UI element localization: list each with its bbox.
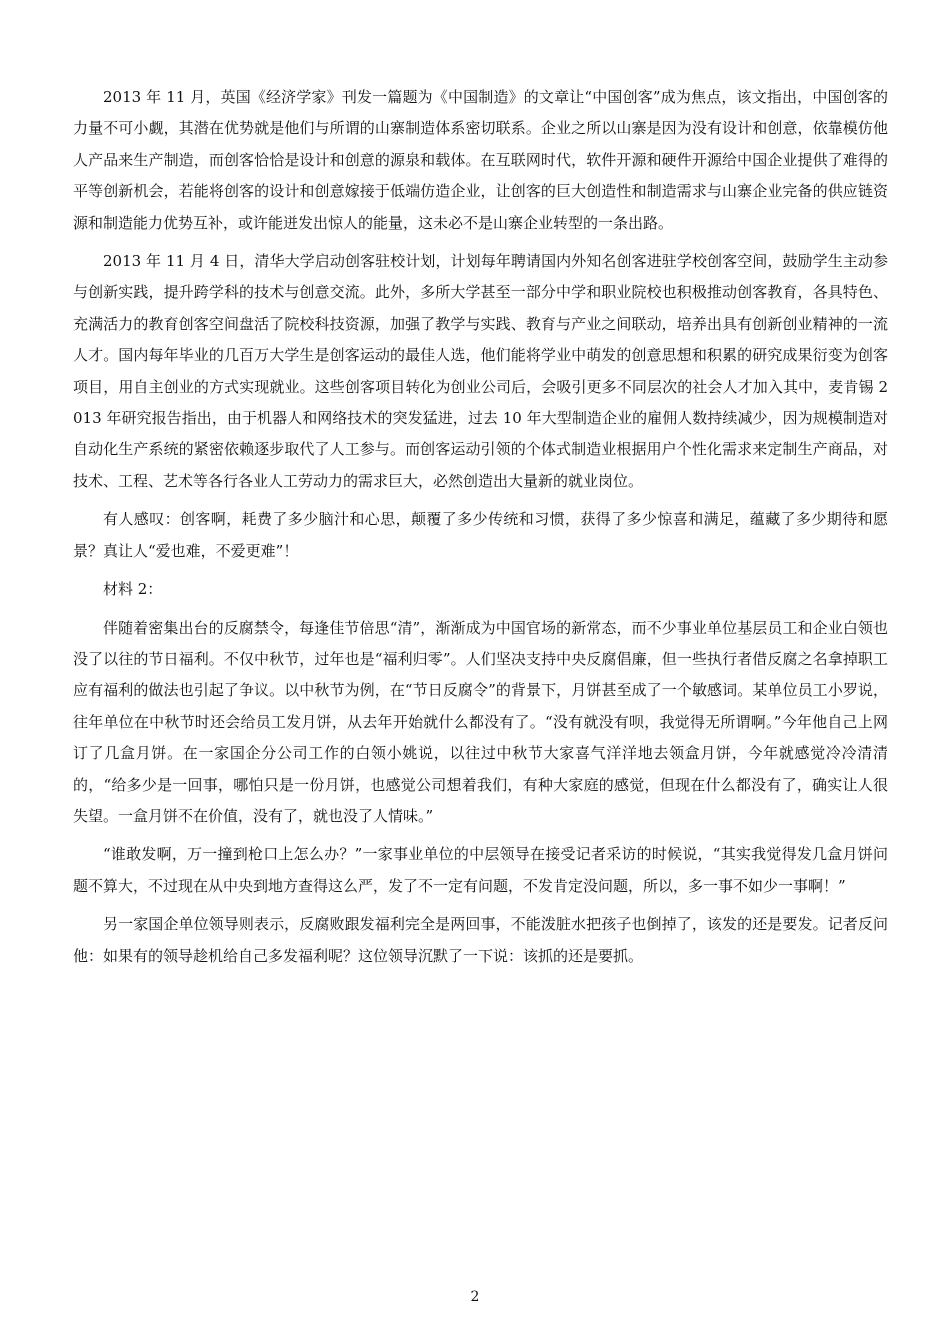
paragraph: 有人感叹：创客啊，耗费了多少脑汁和心思，颠覆了多少传统和习惯，获得了多少惊喜和满足，蕴藏了多少期待和愿景？真让人“爱也难，不爱更难”！ xyxy=(73,510,888,560)
paragraph: 2013 年 11 月 4 日，清华大学启动创客驻校计划，计划每年聘请国内外知名创客进驻学校创客空间，鼓励学生主动参与创新实践，提升跨学科的技术与创意交流。此外，多所大学甚至一部分中学和职业院校也积极推动创客教育，各具特色、充满活力的教育创客空间盘活了院校科技资源，加强了教学与实践、教育与产业之间联动，培养出具有创新创业精神的一流人才。国内每年毕业的几百万大学生是创客运动的最佳人选，他们能将学业中萌发的创意思想和积累的研究成果衍变为创客项目，用自主创业的方式实现就业。这些创客项目转化为创业公司后，会吸引更多不同层次的社会人才加入其中，麦肯锡 2013 年研究报告指出，由于机器人和网络技术的突发猛进，过去 10 年大型制造企业的雇佣人数持续减少，因为规模制造对自动化生产系统的紧密依赖逐步取代了人工参与。而创客运动引领的个体式制造业根据用户个性化需求来定制生产商品，对技术、工程、艺术等各行各业人工劳动力的需求巨大，必然创造出大量新的就业岗位。 xyxy=(73,252,888,490)
paragraph: “谁敢发啊，万一撞到枪口上怎么办？”一家事业单位的中层领导在接受记者采访的时候说，“其实我觉得发几盒月饼问题不算大，不过现在从中央到地方查得这么严，发了不一定有问题，不发肯定没问题，所以，多一事不如少一事啊！” xyxy=(73,845,888,895)
paragraph: 伴随着密集出台的反腐禁令，每逢佳节倍思“清”，渐渐成为中国官场的新常态，而不少事业单位基层员工和企业白领也没了以往的节日福利。不仅中秋节，过年也是“福利归零”。人们坚决支持中央反腐倡廉，但一些执行者借反腐之名拿掉职工应有福利的做法也引起了争议。以中秋节为例，在“节日反腐令”的背景下，月饼甚至成了一个敏感词。某单位员工小罗说，往年单位在中秋节时还会给员工发月饼，从去年开始就什么都没有了。“没有就没有呗，我觉得无所谓啊。”今年他自己上网订了几盒月饼。在一家国企分公司工作的白领小姚说，以往过中秋节大家喜气洋洋地去领盒月饼，今年就感觉冷冷清清的，“给多少是一回事，哪怕只是一份月饼，也感觉公司想着我们，有种大家庭的感觉，但现在什么都没有了，确实让人很失望。一盒月饼不在价值，没有了，就也没了人情味。” xyxy=(73,618,888,825)
paragraph: 另一家国企单位领导则表示，反腐败跟发福利完全是两回事，不能泼脏水把孩子也倒掉了，该发的还是要发。记者反问他：如果有的领导趁机给自己多发福利呢？这位领导沉默了一下说：该抓的还是要抓。 xyxy=(73,915,888,965)
document-body xyxy=(73,82,888,979)
section-heading: 材料 2： xyxy=(103,580,163,599)
page-number: 2 xyxy=(470,1289,480,1305)
paragraph: 2013 年 11 月，英国《经济学家》刊发一篇题为《中国制造》的文章让“中国创客”成为焦点，该文指出，中国创客的力量不可小觑，其潜在优势就是他们与所谓的山寨制造体系密切联系。企业之所以山寨是因为没有设计和创意，依靠模仿他人产品来生产制造，而创客恰恰是设计和创意的源泉和载体。在互联网时代，软件开源和硬件开源给中国企业提供了难得的平等创新机会，若能将创客的设计和创意嫁接于低端仿造企业，让创客的巨大创造性和制造需求与山寨企业完备的供应链资源和制造能力优势互补，或许能迸发出惊人的能量，这未必不是山寨企业转型的一条出路。 xyxy=(73,88,888,232)
